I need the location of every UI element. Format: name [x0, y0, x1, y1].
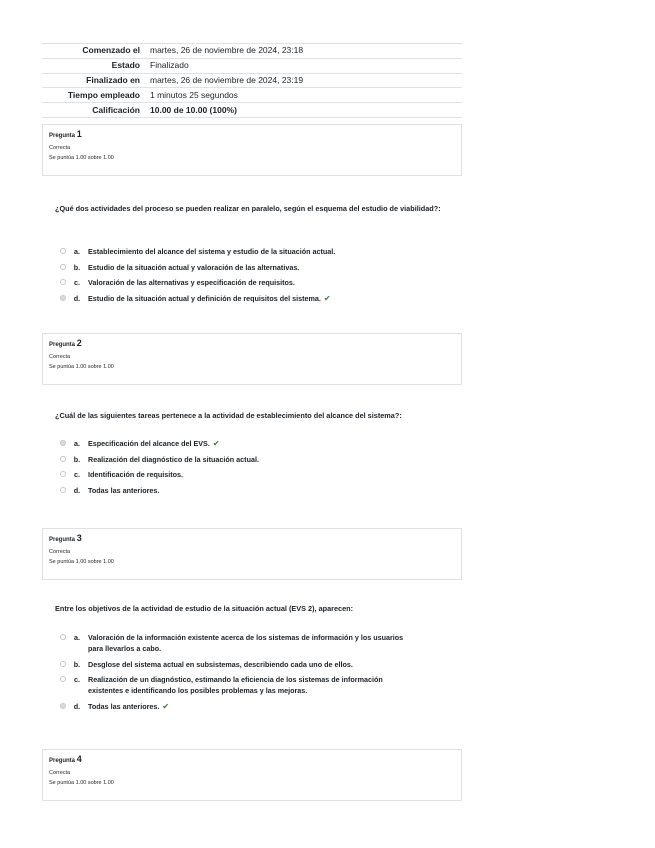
summary-label: Finalizado en	[42, 73, 146, 88]
summary-row	[42, 73, 462, 88]
correct-check-icon: ✔	[212, 439, 220, 448]
summary-row	[42, 44, 462, 59]
summary-value: 1 minutos 25 segundos	[146, 88, 462, 103]
question-state: Correcta	[49, 145, 71, 151]
question-1-answers	[60, 246, 460, 308]
question-2-info	[42, 333, 462, 385]
summary-label: Tiempo empleado	[42, 88, 146, 103]
summary-row	[42, 103, 462, 118]
summary-label: Estado	[42, 58, 146, 73]
answer-option[interactable]: c. Realización de un diagnóstico, estimando la eficiencia de los sistemas de información existentes e identificando los posibles problemas y las mejoras.	[60, 674, 460, 696]
question-number: Pregunta 2	[49, 338, 82, 348]
question-number: Pregunta 1	[49, 129, 82, 139]
question-state: Correcta	[49, 770, 71, 776]
question-2-text: ¿Cuál de las siguientes tareas pertenece a la actividad de establecimiento del alcance del sistema?:	[55, 411, 402, 420]
question-1-text: ¿Qué dos actividades del proceso se pueden realizar en paralelo, según el esquema del estudio de viabilidad?:	[55, 204, 441, 213]
answer-option[interactable]: d. Todas las anteriores.	[60, 485, 460, 496]
question-grade: Se puntúa 1.00 sobre 1.00	[49, 364, 114, 370]
summary-value: Finalizado	[146, 58, 462, 73]
answer-option[interactable]: a. Establecimiento del alcance del sistema y estudio de la situación actual.	[60, 246, 460, 257]
question-state: Correcta	[49, 354, 71, 360]
answer-option[interactable]: b. Estudio de la situación actual y valoración de las alternativas.	[60, 262, 460, 273]
summary-label: Calificación	[42, 103, 146, 118]
answer-option-selected[interactable]: d. Todas las anteriores. ✔	[60, 701, 460, 712]
answer-option[interactable]: b. Realización del diagnóstico de la situación actual.	[60, 454, 460, 465]
answer-option-selected[interactable]: d. Estudio de la situación actual y definición de requisitos del sistema. ✔	[60, 293, 460, 304]
question-grade: Se puntúa 1.00 sobre 1.00	[49, 559, 114, 565]
summary-value: martes, 26 de noviembre de 2024, 23:18	[146, 44, 462, 59]
question-grade: Se puntúa 1.00 sobre 1.00	[49, 155, 114, 161]
question-3-info	[42, 528, 462, 580]
attempt-summary-table	[42, 43, 462, 118]
question-state: Correcta	[49, 549, 71, 555]
summary-value: martes, 26 de noviembre de 2024, 23:19	[146, 73, 462, 88]
question-1-info	[42, 124, 462, 176]
answer-option-selected[interactable]: a. Especificación del alcance del EVS. ✔	[60, 438, 460, 449]
summary-value: 10.00 de 10.00 (100%)	[146, 103, 462, 118]
question-number: Pregunta 4	[49, 754, 82, 764]
question-3-text: Entre los objetivos de la actividad de estudio de la situación actual (EVS 2), aparecen:	[55, 604, 354, 613]
question-grade: Se puntúa 1.00 sobre 1.00	[49, 780, 114, 786]
correct-check-icon: ✔	[162, 701, 170, 711]
summary-label: Comenzado el	[42, 44, 146, 59]
summary-row	[42, 58, 462, 73]
summary-row	[42, 88, 462, 103]
correct-check-icon: ✔	[323, 293, 331, 303]
question-2-answers	[60, 438, 460, 500]
answer-option[interactable]: b. Desglose del sistema actual en subsistemas, describiendo cada uno de ellos.	[60, 659, 460, 670]
question-4-info	[42, 749, 462, 801]
answer-option[interactable]: c. Valoración de las alternativas y especificación de requisitos.	[60, 277, 460, 288]
answer-option[interactable]: a. Valoración de la información existente acerca de los sistemas de información y los usuarios para llevarlos a cabo.	[60, 632, 460, 654]
question-number: Pregunta 3	[49, 533, 82, 543]
answer-option[interactable]: c. Identificación de requisitos.	[60, 469, 460, 480]
question-3-answers	[60, 632, 460, 716]
